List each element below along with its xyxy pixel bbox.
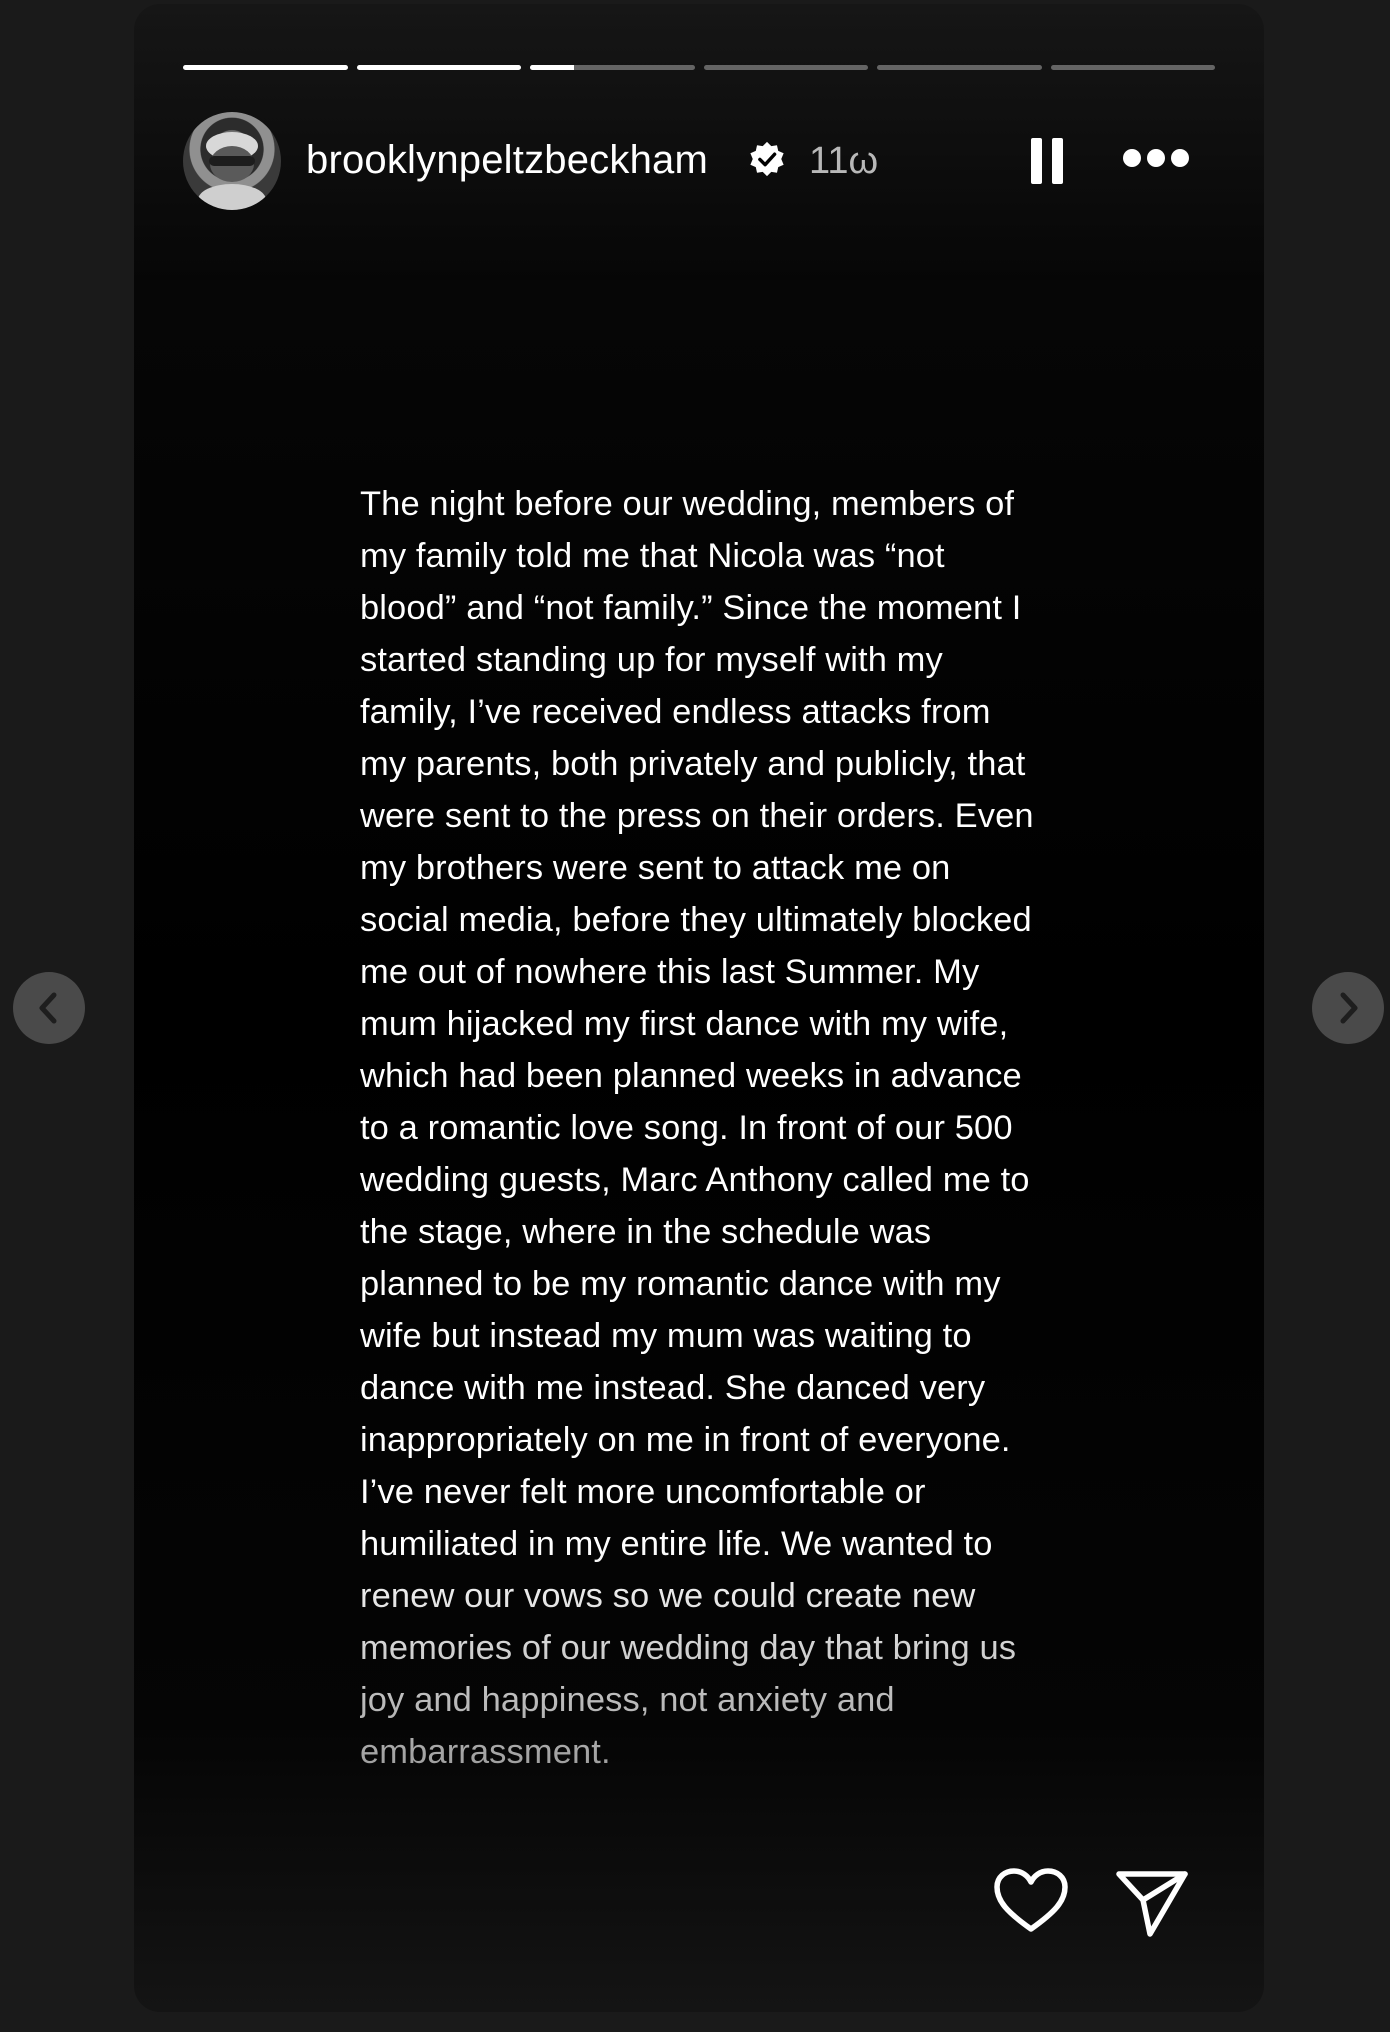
avatar[interactable] bbox=[183, 112, 281, 210]
progress-segment bbox=[1051, 65, 1216, 70]
progress-segment bbox=[704, 65, 869, 70]
progress-fill bbox=[530, 65, 574, 70]
chevron-right-icon bbox=[1333, 990, 1363, 1026]
story-viewer bbox=[134, 4, 1264, 2012]
send-icon[interactable] bbox=[1114, 1867, 1190, 1939]
progress-fill bbox=[183, 65, 348, 70]
story-timestamp: 11ω bbox=[809, 140, 879, 182]
progress-segment bbox=[877, 65, 1042, 70]
progress-segment bbox=[183, 65, 348, 70]
username[interactable]: brooklynpeltzbeckham bbox=[306, 138, 708, 182]
more-icon[interactable] bbox=[1123, 148, 1189, 170]
story-progress-bar bbox=[183, 65, 1215, 70]
avatar-photo bbox=[183, 112, 281, 210]
pause-icon[interactable] bbox=[1029, 138, 1065, 184]
story-header bbox=[183, 110, 1215, 210]
previous-story-button[interactable] bbox=[13, 972, 85, 1044]
story-text: The night before our wedding, members of my family told me that Nicola was “not blood” and “not family.” Since the moment I started standing up for myself with my family, I’ve received endless attacks from my parents, both privately and publicly, that were sent to the press on their orders. Even my brothers were sent to attack me on social media, before they ultimately blocked me out of nowhere this last Summer. My mum hijacked my first dance with my wife, which had been planned weeks in advance to a romantic love song. In front of our 500 wedding guests, Marc Anthony called me to the stage, where in the schedule was planned to be my romantic dance with my wife but instead my mum was waiting to dance with me instead. She danced very inappropriately on me in front of everyone. I’ve never felt more uncomfortable or humiliated in my entire life. We wanted to renew our vows so we could create new memories of our wedding day that bring us joy and happiness, not anxiety and embarrassment. bbox=[360, 478, 1100, 1778]
chevron-left-icon bbox=[34, 990, 64, 1026]
verified-badge-icon bbox=[748, 140, 786, 178]
heart-icon[interactable] bbox=[993, 1867, 1069, 1935]
next-story-button[interactable] bbox=[1312, 972, 1384, 1044]
progress-segment bbox=[357, 65, 522, 70]
progress-fill bbox=[357, 65, 522, 70]
progress-segment bbox=[530, 65, 695, 70]
